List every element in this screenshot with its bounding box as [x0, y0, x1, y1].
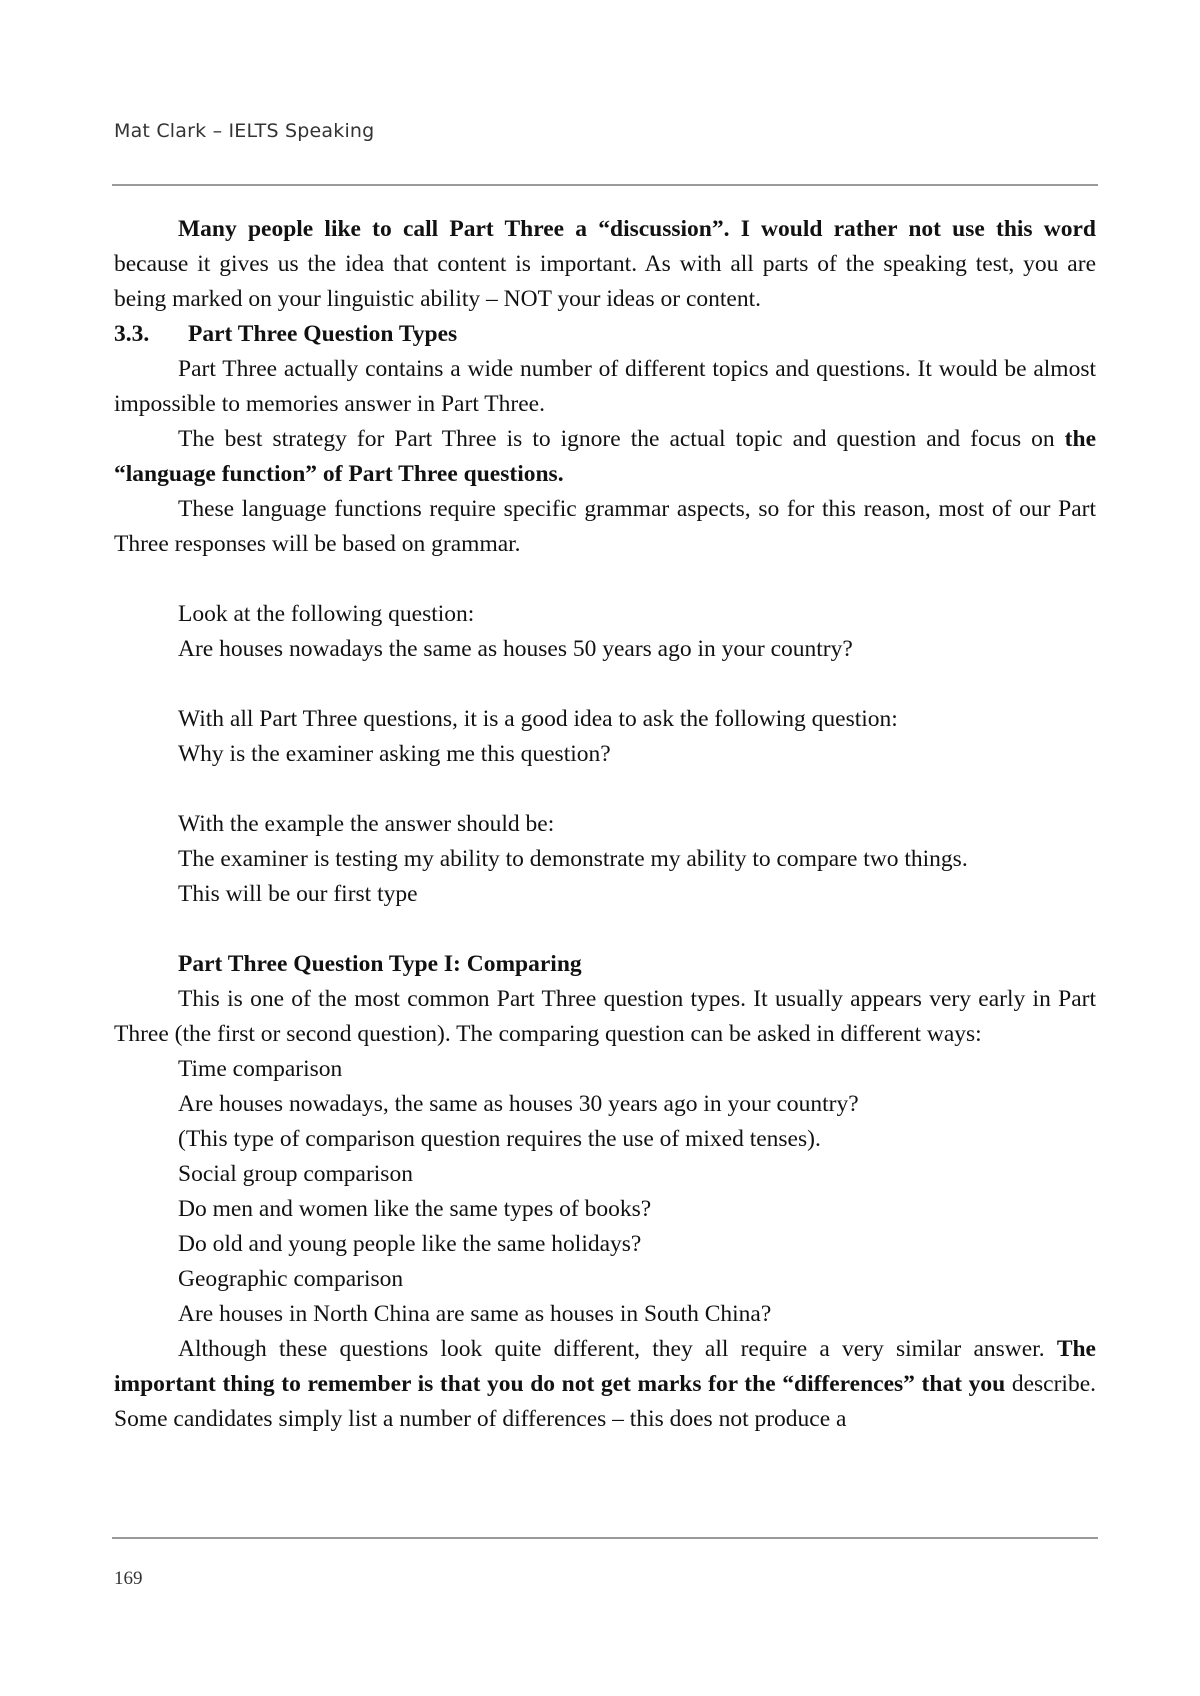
- strategy-bold-text: the “language function” of Part Three questions.: [114, 426, 1096, 487]
- with-example-line: With the example the answer should be:: [178, 811, 555, 837]
- intro-bold-text: Many people like to call Part Three a “discussion”. I would rather not use this word: [178, 216, 1096, 242]
- look-line: Look at the following question:: [178, 601, 475, 627]
- header-rule: [112, 184, 1098, 186]
- paragraph-strategy: [114, 422, 1096, 492]
- running-header: Mat Clark – IELTS Speaking: [114, 120, 375, 142]
- why-line: Why is the examiner asking me this question?: [178, 741, 611, 767]
- spacer: [114, 667, 1096, 702]
- final-plain-text: Although these questions look quite different, they all require a very similar answer.: [178, 1336, 1057, 1362]
- final-paragraph: [114, 1332, 1096, 1437]
- examiner-testing-line: The examiner is testing my ability to demonstrate my ability to compare two things.: [178, 846, 968, 872]
- section-number: 3.3.: [114, 321, 150, 347]
- type1-heading: Part Three Question Type I: Comparing: [178, 951, 582, 977]
- intro-rest-text: because it gives us the idea that content is important. As with all parts of the speaking test, you are being marked on your linguistic ability – NOT your ideas or content.: [114, 251, 1096, 312]
- time-comparison-question: Are houses nowadays, the same as houses 30 years ago in your country?: [178, 1091, 859, 1117]
- social-comparison-question-2: Do old and young people like the same holidays?: [178, 1231, 642, 1257]
- final-bold-text: The important thing to remember is that you do not get marks for the “differences” that you: [114, 1336, 1096, 1397]
- type1-paragraph: This is one of the most common Part Three question types. It usually appears very early in Part Three (the first or second question). The comparing question can be asked in different ways:: [114, 986, 1096, 1047]
- footer-rule: [112, 1537, 1098, 1539]
- with-all-line: With all Part Three questions, it is a good idea to ask the following question:: [178, 706, 898, 732]
- strategy-text: The best strategy for Part Three is to ignore the actual topic and question and focus on: [178, 426, 1065, 452]
- page-number: 169: [114, 1568, 143, 1589]
- body-text: [114, 212, 1096, 1437]
- geographic-comparison-question: Are houses in North China are same as houses in South China?: [178, 1301, 772, 1327]
- paragraph-topics: Part Three actually contains a wide number of different topics and questions. It would be almost impossible to memories answer in Part Three.: [114, 356, 1096, 417]
- first-type-line: This will be our first type: [178, 881, 418, 907]
- section-heading: [114, 317, 1096, 352]
- time-comparison-label: Time comparison: [178, 1056, 343, 1082]
- spacer: [114, 562, 1096, 597]
- final-rest-text: describe. Some candidates simply list a number of differences – this does not produce a: [114, 1371, 1097, 1432]
- intro-paragraph: [114, 212, 1096, 317]
- geographic-comparison-label: Geographic comparison: [178, 1266, 404, 1292]
- social-comparison-label: Social group comparison: [178, 1161, 413, 1187]
- spacer: [114, 912, 1096, 947]
- section-title: Part Three Question Types: [188, 321, 458, 347]
- paragraph-grammar: These language functions require specific grammar aspects, so for this reason, most of our Part Three responses will be based on grammar.: [114, 496, 1096, 557]
- example-question: Are houses nowadays the same as houses 50 years ago in your country?: [178, 636, 853, 662]
- social-comparison-question-1: Do men and women like the same types of books?: [178, 1196, 652, 1222]
- time-comparison-note: (This type of comparison question requires the use of mixed tenses).: [178, 1126, 821, 1152]
- spacer: [114, 772, 1096, 807]
